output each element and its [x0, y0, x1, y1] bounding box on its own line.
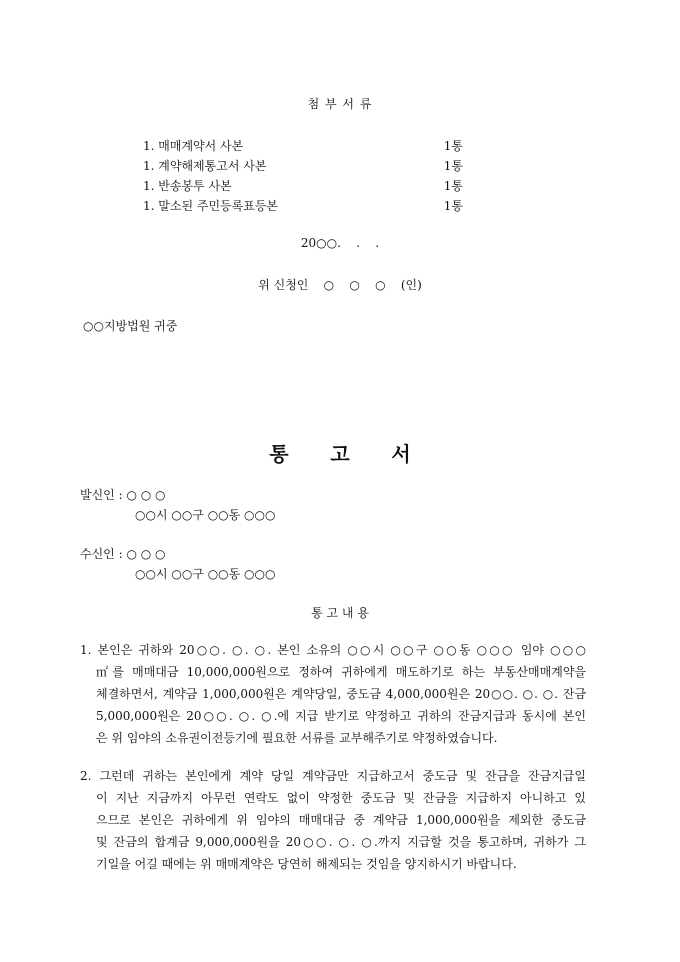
paragraph-line: 및 잔금의 합계금 9,000,000원을 20○○. ○. ○.까지 지급할 것을 통고하며, 귀하가 그 [96, 835, 586, 849]
attachment-item [143, 197, 463, 213]
paragraph-line: 1. 본인은 귀하와 20○○. ○. ○. 본인 소유의 ○○시 ○○구 ○○동 ○○○ 임야 ○○○ [80, 643, 586, 657]
attachment-name: 1. 말소된 주민등록표등본 [143, 199, 278, 213]
sender-address: ○○시 ○○구 ○○동 ○○○ [135, 508, 276, 522]
attachments-title: 첨 부 서 류 [307, 97, 373, 111]
attachment-count: 1통 [443, 199, 463, 213]
paragraph-line: 기일을 어길 때에는 위 매매계약은 당연히 해제되는 것임을 양지하시기 바랍니다. [96, 857, 517, 871]
attachment-item [143, 137, 463, 153]
content-title: 통 고 내 용 [311, 606, 369, 620]
paragraph-line: 체결하면서, 계약금 1,000,000원은 계약당일, 중도금 4,000,000원은 20○○. ○. ○. 잔금 [96, 687, 586, 701]
attachment-count: 1통 [443, 179, 463, 193]
sender-label: 발신인 : ○ ○ ○ [80, 488, 166, 502]
receiver-address: ○○시 ○○구 ○○동 ○○○ [135, 567, 276, 581]
applicant-signature: 위 신청인 ○ ○ ○ (인) [258, 278, 422, 292]
attachment-name: 1. 계약해제통고서 사본 [143, 159, 267, 173]
attachment-count: 1통 [443, 139, 463, 153]
receiver-label: 수신인 : ○ ○ ○ [80, 547, 166, 561]
paragraph-line: 2. 그런데 귀하는 본인에게 계약 당일 계약금만 지급하고서 중도금 및 잔금을 잔금지급일 [80, 769, 586, 783]
paragraph-line: 이 지난 지금까지 아무런 연락도 없이 약정한 중도금 및 잔금을 지급하지 아니하고 있 [96, 791, 586, 805]
attachment-count: 1통 [443, 159, 463, 173]
paragraph-line: 은 위 임야의 소유권이전등기에 필요한 서류를 교부해주기로 약정하였습니다. [96, 731, 498, 745]
filing-date: 20○○. . . [300, 236, 380, 250]
notice-paragraph-2 [80, 765, 586, 875]
paragraph-line: 5,000,000원은 20○○. ○. ○.에 지급 받기로 약정하고 귀하의 잔금지급과 동시에 본인 [96, 709, 586, 723]
attachment-name: 1. 반송봉투 사본 [143, 179, 232, 193]
paragraph-line: 으므로 본인은 귀하에게 위 임야의 매매대금 중 계약금 1,000,000원을 제외한 중도금 [96, 813, 586, 827]
court-recipient: ○○지방법원 귀중 [83, 319, 178, 333]
attachment-name: 1. 매매계약서 사본 [143, 139, 244, 153]
notice-paragraph-1 [80, 639, 586, 749]
attachment-item [143, 177, 463, 193]
paragraph-line: ㎡를 매매대금 10,000,000원으로 정하여 귀하에게 매도하기로 하는 부동산매매계약을 [96, 665, 586, 679]
notice-title: 통 고 서 [269, 442, 411, 466]
attachment-item [143, 157, 463, 173]
